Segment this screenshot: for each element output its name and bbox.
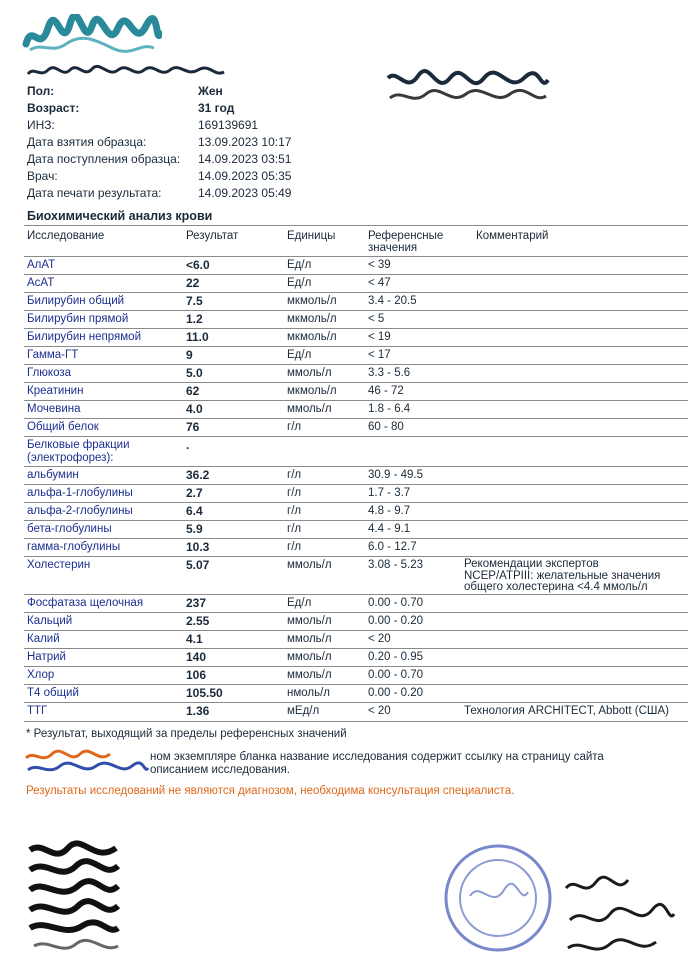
- header-result: Результат: [186, 230, 239, 242]
- info-row-age: [27, 101, 347, 118]
- info-row-sample-date: [27, 135, 347, 152]
- test-name: Калий: [27, 633, 60, 645]
- test-result: 1.2: [186, 312, 203, 326]
- out-of-range-note: * Результат, выходящий за пределы референсных значений: [26, 728, 347, 740]
- test-name: Общий белок: [27, 421, 99, 433]
- table-row: [24, 400, 688, 418]
- table-row: [24, 666, 688, 684]
- test-unit: ммоль/л: [287, 403, 332, 415]
- test-result: 7.5: [186, 294, 203, 308]
- info-value: 169139691: [198, 118, 259, 132]
- test-reference: < 19: [368, 331, 391, 343]
- test-name: Глюкоза: [27, 367, 72, 379]
- info-row-doctor: [27, 169, 347, 186]
- info-value: 31 год: [198, 101, 235, 115]
- test-result: 106: [186, 668, 207, 682]
- test-result: 9: [186, 348, 193, 362]
- test-result: 105.50: [186, 686, 223, 700]
- test-unit: мкмоль/л: [287, 313, 337, 325]
- test-reference: 46 - 72: [368, 385, 404, 397]
- test-result: 5.07: [186, 558, 210, 572]
- table-row: [24, 418, 688, 436]
- test-name: Билирубин прямой: [27, 313, 129, 325]
- test-name: Билирубин общий: [27, 295, 125, 307]
- table-row: [24, 538, 688, 556]
- test-reference: 0.20 - 0.95: [368, 651, 423, 663]
- test-reference: 60 - 80: [368, 421, 404, 433]
- test-unit: мкмоль/л: [287, 295, 337, 307]
- test-reference: < 20: [368, 633, 391, 645]
- test-reference: < 17: [368, 349, 391, 361]
- test-comment: Технология ARCHITECT, Abbott (США): [464, 705, 669, 717]
- table-row: [24, 364, 688, 382]
- table-row: [24, 702, 688, 722]
- table-row: [24, 594, 688, 612]
- barcode-redacted: [384, 66, 550, 110]
- table-row: [24, 328, 688, 346]
- test-reference: 3.4 - 20.5: [368, 295, 417, 307]
- test-name: бета-глобулины: [27, 523, 112, 535]
- info-label: Возраст:: [27, 101, 80, 115]
- test-reference: 4.8 - 9.7: [368, 505, 411, 517]
- table-row: [24, 648, 688, 666]
- table-row: [24, 684, 688, 702]
- info-label: Врач:: [27, 169, 58, 183]
- test-result: 62: [186, 384, 200, 398]
- header-reference: Референсные значения: [368, 230, 444, 254]
- test-name: Т4 общий: [27, 687, 79, 699]
- test-name: ТТГ: [27, 705, 48, 717]
- test-unit: Ед/л: [287, 597, 312, 609]
- test-reference: 3.3 - 5.6: [368, 367, 411, 379]
- test-result: 2.7: [186, 486, 203, 500]
- test-unit: г/л: [287, 505, 302, 517]
- test-result: .: [186, 438, 190, 452]
- test-unit: ммоль/л: [287, 633, 332, 645]
- info-value: Жен: [198, 84, 223, 98]
- test-reference: 0.00 - 0.70: [368, 669, 423, 681]
- info-value: 13.09.2023 10:17: [198, 135, 292, 149]
- signature: [560, 868, 678, 960]
- test-result: 36.2: [186, 468, 210, 482]
- test-unit: г/л: [287, 541, 302, 553]
- header-test: Исследование: [27, 230, 105, 242]
- table-row: [24, 382, 688, 400]
- test-result: 2.55: [186, 614, 210, 628]
- test-name: АсАТ: [27, 277, 55, 289]
- test-name: Билирубин непрямой: [27, 331, 142, 343]
- section-title: Биохимический анализ крови: [27, 209, 213, 223]
- test-unit: мкмоль/л: [287, 385, 337, 397]
- test-result: 22: [186, 276, 200, 290]
- table-row: [24, 346, 688, 364]
- info-label: Дата печати результата:: [27, 186, 162, 200]
- test-result: 140: [186, 650, 207, 664]
- table-row: [24, 502, 688, 520]
- stamp-seal: [440, 840, 556, 956]
- test-reference: 3.08 - 5.23: [368, 559, 423, 571]
- test-name: Кальций: [27, 615, 73, 627]
- test-comment: Рекомендации экспертов NCEP/ATPIII: желательные значения общего холестерина <4.4 ммоль/л: [464, 558, 661, 593]
- test-reference: < 39: [368, 259, 391, 271]
- info-value: 14.09.2023 05:49: [198, 186, 292, 200]
- test-reference: < 47: [368, 277, 391, 289]
- test-unit: ммоль/л: [287, 651, 332, 663]
- test-reference: < 20: [368, 705, 391, 717]
- test-result: 4.1: [186, 632, 203, 646]
- table-row: [24, 612, 688, 630]
- test-unit: г/л: [287, 421, 302, 433]
- table-header: [24, 225, 688, 256]
- table-row: [24, 556, 688, 598]
- test-name: Хлор: [27, 669, 55, 681]
- test-result: 76: [186, 420, 200, 434]
- test-reference: < 5: [368, 313, 385, 325]
- test-result: 1.36: [186, 704, 210, 718]
- test-unit: ммоль/л: [287, 615, 332, 627]
- test-reference: 1.8 - 6.4: [368, 403, 411, 415]
- info-label: ИНЗ:: [27, 118, 55, 132]
- test-name: Гамма-ГТ: [27, 349, 79, 361]
- info-row-receipt-date: [27, 152, 347, 169]
- test-unit: г/л: [287, 469, 302, 481]
- info-value: 14.09.2023 05:35: [198, 169, 292, 183]
- table-row: [24, 466, 688, 484]
- test-name: альбумин: [27, 469, 79, 481]
- test-unit: Ед/л: [287, 277, 312, 289]
- test-unit: мкмоль/л: [287, 331, 337, 343]
- header-units: Единицы: [287, 230, 336, 242]
- header-comment: Комментарий: [476, 230, 549, 242]
- table-row: [24, 484, 688, 502]
- test-unit: Ед/л: [287, 259, 312, 271]
- test-name: Белковые фракции (электрофорез):: [27, 439, 130, 464]
- test-reference: 30.9 - 49.5: [368, 469, 423, 481]
- test-unit: ммоль/л: [287, 669, 332, 681]
- table-row: [24, 292, 688, 310]
- test-result: 5.0: [186, 366, 203, 380]
- info-value: 14.09.2023 03:51: [198, 152, 292, 166]
- test-unit: ммоль/л: [287, 559, 332, 571]
- test-unit: г/л: [287, 523, 302, 535]
- table-row: [24, 630, 688, 648]
- test-name: альфа-1-глобулины: [27, 487, 133, 499]
- qr-code-redacted: [24, 840, 124, 960]
- test-unit: мЕд/л: [287, 705, 320, 717]
- test-name: Холестерин: [27, 559, 91, 571]
- table-row: [24, 274, 688, 292]
- test-name: Фосфатаза щелочная: [27, 597, 144, 609]
- test-unit: нмоль/л: [287, 687, 331, 699]
- test-result: 237: [186, 596, 207, 610]
- test-name: альфа-2-глобулины: [27, 505, 133, 517]
- table-row: [24, 520, 688, 538]
- test-reference: 0.00 - 0.70: [368, 597, 423, 609]
- table-row: [24, 256, 688, 274]
- test-result: 11.0: [186, 330, 209, 344]
- test-reference: 6.0 - 12.7: [368, 541, 417, 553]
- test-name: Мочевина: [27, 403, 81, 415]
- patient-name-redacted: [26, 64, 226, 80]
- info-row-inz: [27, 118, 347, 135]
- test-unit: ммоль/л: [287, 367, 332, 379]
- info-label: Дата поступления образца:: [27, 152, 181, 166]
- test-reference: 4.4 - 9.1: [368, 523, 411, 535]
- test-reference: 1.7 - 3.7: [368, 487, 411, 499]
- test-name: Натрий: [27, 651, 66, 663]
- info-row-sex: [27, 84, 347, 101]
- test-reference: 0.00 - 0.20: [368, 615, 423, 627]
- test-result: 4.0: [186, 402, 203, 416]
- test-result: 5.9: [186, 522, 203, 536]
- test-unit: г/л: [287, 487, 302, 499]
- link-note-redacted: [24, 748, 150, 778]
- info-label: Дата взятия образца:: [27, 135, 147, 149]
- test-unit: Ед/л: [287, 349, 312, 361]
- test-name: АлАТ: [27, 259, 56, 271]
- info-label: Пол:: [27, 84, 55, 98]
- table-row: [24, 436, 688, 466]
- table-row: [24, 310, 688, 328]
- test-result: 6.4: [186, 504, 203, 518]
- test-result: <6.0: [186, 258, 210, 272]
- test-name: гамма-глобулины: [27, 541, 121, 553]
- diagnosis-warning: Результаты исследований не являются диагнозом, необходима консультация специалиста.: [26, 785, 515, 797]
- info-row-print-date: [27, 186, 347, 203]
- test-name: Креатинин: [27, 385, 84, 397]
- test-reference: 0.00 - 0.20: [368, 687, 423, 699]
- lab-logo-redacted: [22, 14, 162, 58]
- test-result: 10.3: [186, 540, 210, 554]
- link-note: ном экземпляре бланка название исследования содержит ссылку на страницу сайта описанием исследования.: [150, 751, 604, 776]
